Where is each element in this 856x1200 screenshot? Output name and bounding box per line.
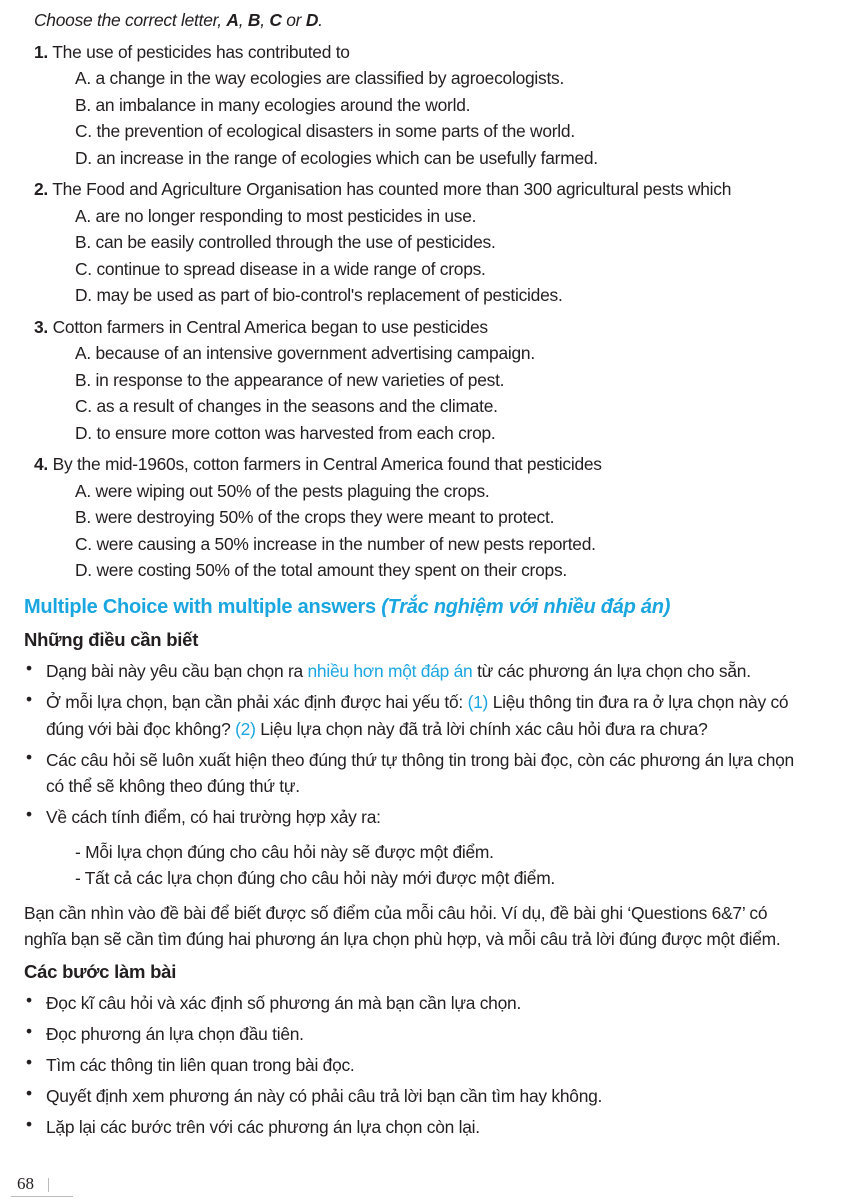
- question-number: 4.: [34, 454, 49, 474]
- bullet-icon: •: [26, 658, 32, 678]
- page-number-divider: [48, 1178, 49, 1192]
- page-number: 68: [17, 1174, 34, 1193]
- option: D. an increase in the range of ecologies which can be usefully farmed.: [75, 147, 598, 168]
- question-stem: The Food and Agriculture Organisation has counted more than 300 agricultural pests which: [48, 179, 732, 199]
- option: B. were destroying 50% of the crops they were meant to protect.: [75, 507, 555, 527]
- option: B. can be easily controlled through the use of pesticides.: [75, 232, 496, 252]
- question-number: 2.: [34, 179, 49, 199]
- question-number: 1.: [34, 41, 49, 62]
- dash-item: - Tất cả các lựa chọn đúng cho câu hỏi này mới được một điểm.: [75, 868, 556, 888]
- question-stem: The use of pesticides has contributed to: [48, 41, 350, 62]
- bullet-icon: •: [26, 990, 32, 1010]
- option: B. in response to the appearance of new varieties of pest.: [75, 369, 505, 390]
- step-item: • Quyết định xem phương án này có phải câu trả lời bạn cần tìm hay không.: [26, 1083, 603, 1106]
- instruction: Choose the correct letter, A, B, C or D.: [34, 10, 323, 30]
- step-item: • Tìm các thông tin liên quan trong bài đọc.: [26, 1052, 355, 1075]
- question-4: [0, 451, 856, 584]
- bullet-item: • Về cách tính điểm, có hai trường hợp xảy ra:: [26, 804, 381, 827]
- bullet-icon: •: [26, 1114, 32, 1134]
- bullet-item: • Dạng bài này yêu cầu bạn chọn ra nhiều hơn một đáp án từ các phương án lựa chọn cho sẵn.: [26, 658, 751, 681]
- question-stem: Cotton farmers in Central America began to use pesticides: [48, 316, 488, 337]
- subheading-steps: Các bước làm bài: [24, 960, 177, 982]
- option: A. a change in the way ecologies are classified by agroecologists.: [75, 68, 565, 88]
- option: D. were costing 50% of the total amount they spent on their crops.: [75, 560, 567, 580]
- subheading-what-to-know: Những điều cần biết: [24, 628, 199, 650]
- question-3: [0, 314, 856, 447]
- bullet-item: • Ở mỗi lựa chọn, bạn cần phải xác định được hai yếu tố: (1) Liệu thông tin đưa ra ở lựa chọn này có đúng với bài đọc không? (2) Liệu lựa chọn này đã trả lời chính xác câu hỏi đưa ra chưa?: [26, 689, 789, 739]
- option: C. were causing a 50% increase in the number of new pests reported.: [75, 533, 596, 554]
- bullet-icon: •: [26, 804, 32, 824]
- bullet-icon: •: [26, 746, 32, 767]
- document-page: [0, 7, 856, 1141]
- step-item: • Lặp lại các bước trên với các phương án lựa chọn còn lại.: [26, 1114, 480, 1137]
- bullet-icon: •: [26, 689, 32, 709]
- bullet-icon: •: [26, 1083, 32, 1103]
- option: C. the prevention of ecological disasters in some parts of the world.: [75, 121, 575, 141]
- option: C. as a result of changes in the seasons and the climate.: [75, 396, 498, 416]
- step-item: • Đọc kĩ câu hỏi và xác định số phương án mà bạn cần lựa chọn.: [26, 990, 522, 1013]
- option: D. to ensure more cotton was harvested from each crop.: [75, 422, 496, 443]
- question-stem: By the mid-1960s, cotton farmers in Central America found that pesticides: [48, 454, 602, 474]
- option: A. were wiping out 50% of the pests plaguing the crops.: [75, 480, 490, 501]
- dash-item: - Mỗi lựa chọn đúng cho câu hỏi này sẽ được một điểm.: [75, 841, 494, 862]
- question-1: [0, 39, 856, 172]
- option: C. continue to spread disease in a wide range of crops.: [75, 258, 486, 279]
- step-item: • Đọc phương án lựa chọn đầu tiên.: [26, 1021, 304, 1044]
- option: A. are no longer responding to most pesticides in use.: [75, 205, 477, 226]
- footer-rule: [11, 1196, 73, 1197]
- bullet-item: • Các câu hỏi sẽ luôn xuất hiện theo đúng thứ tự thông tin trong bài đọc, còn các phương án lựa chọn có thể sẽ không theo đúng thứ tự.: [26, 746, 794, 796]
- paragraph: Bạn cần nhìn vào đề bài để biết được số điểm của mỗi câu hỏi. Ví dụ, đề bài ghi ‘Questions 6&7’ có nghĩa bạn sẽ cần tìm đúng hai phương án lựa chọn phù hợp, và mỗi câu trả lời đúng được một điểm.: [24, 902, 781, 949]
- option: B. an imbalance in many ecologies around the world.: [75, 94, 471, 115]
- question-2: [0, 176, 856, 309]
- option: D. may be used as part of bio-control's replacement of pesticides.: [75, 285, 563, 305]
- bullet-icon: •: [26, 1021, 32, 1041]
- question-number: 3.: [34, 316, 49, 337]
- option: A. because of an intensive government advertising campaign.: [75, 343, 535, 363]
- highlight-text: nhiều hơn một đáp án: [307, 661, 473, 681]
- section-heading: Multiple Choice with multiple answers (Trắc nghiệm với nhiều đáp án): [24, 595, 671, 618]
- bullet-icon: •: [26, 1052, 32, 1072]
